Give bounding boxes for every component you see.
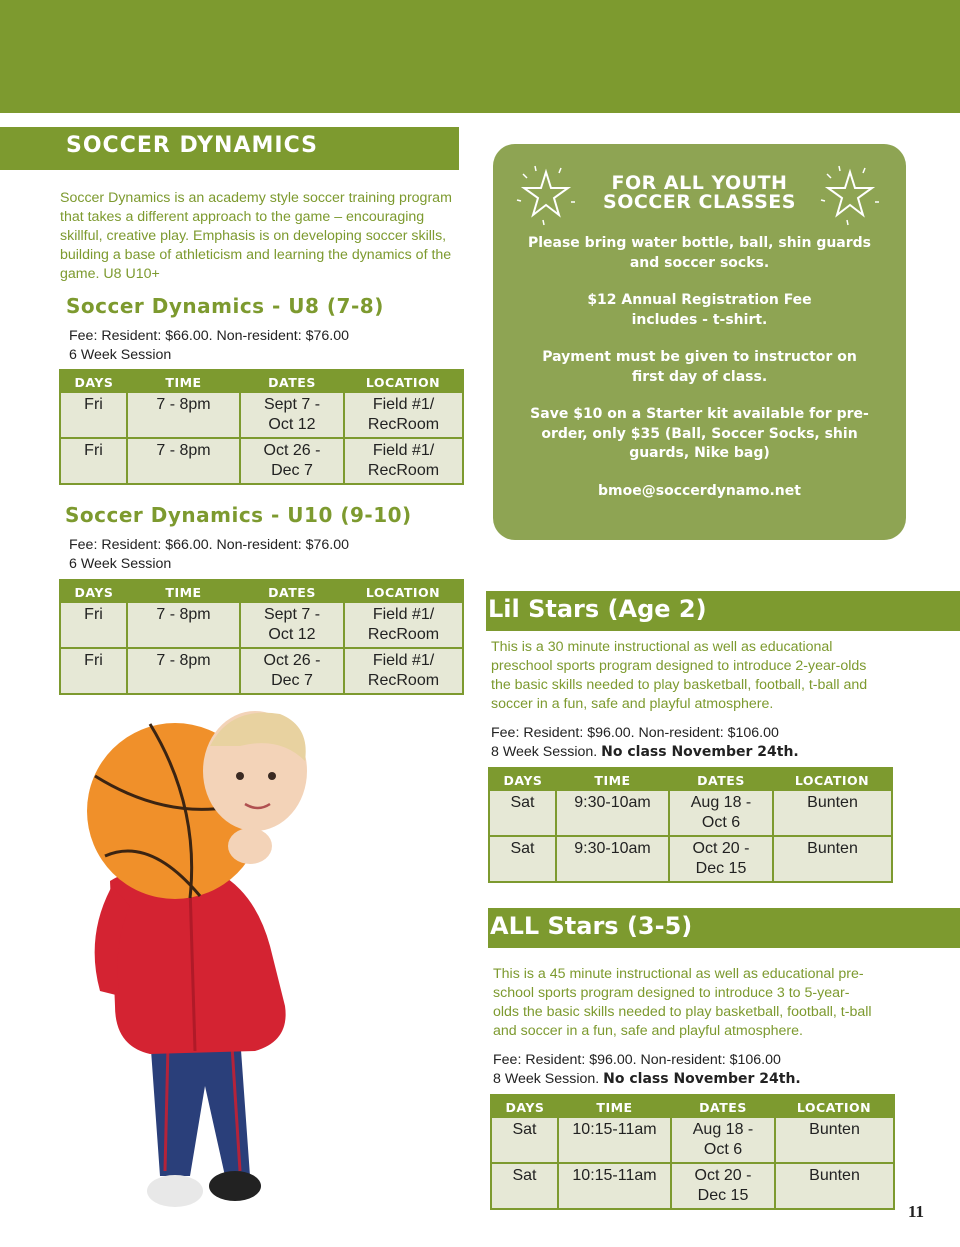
all-stars-intro: This is a 45 minute instructional as well as educational pre- school sports program designed to introduce 3 to 5-year- olds the basic skills needed to play basketball, football, t-ball and soccer in a fun, safe and playful atmosphere. — [493, 966, 872, 1039]
star-icon — [515, 164, 577, 226]
col-location: LOCATION — [775, 1095, 894, 1118]
col-days: DAYS — [60, 580, 127, 603]
lil-stars-fee: Fee: Resident: $96.00. Non-resident: $106.00 8 Week Session. No class November 24th. — [491, 725, 799, 760]
table-row: Sat 10:15-11am Aug 18 - Oct 6 Bunten — [491, 1118, 894, 1163]
table-row: Sat 9:30-10am Aug 18 - Oct 6 Bunten — [489, 791, 892, 836]
soccer-dynamics-intro: Soccer Dynamics is an academy style soccer training program that takes a different approach to the game – encouraging skillful, creative play. Emphasis is on developing soccer skills, building a base of athleticism and learning the dynamics of the game. U8 U10+ — [60, 190, 452, 282]
lil-stars-schedule-table — [488, 767, 893, 883]
lil-stars-intro: This is a 30 minute instructional as well as educational preschool sports program designed to introduce 2-year-olds the basic skills needed to play basketball, football, t-ball and soccer in a fun, safe and playful atmosphere. — [491, 639, 868, 712]
youth-soccer-callout — [493, 144, 906, 540]
lil-stars-title: Lil Stars (Age 2) — [488, 595, 707, 623]
all-stars-header — [488, 908, 960, 948]
table-row: Fri 7 - 8pm Oct 26 - Dec 7 Field #1/ RecRoom — [60, 438, 463, 484]
page-number: 11 — [908, 1202, 925, 1221]
callout-payment: Payment must be given to instructor on first day of class. — [542, 349, 857, 385]
col-dates: DATES — [240, 580, 344, 603]
callout-email[interactable]: bmoe@soccerdynamo.net — [598, 483, 801, 499]
col-time: TIME — [556, 768, 669, 791]
col-dates: DATES — [671, 1095, 775, 1118]
u8-fee: Fee: Resident: $66.00. Non-resident: $76.00 6 Week Session — [69, 328, 349, 363]
table-row: Sat 10:15-11am Oct 20 - Dec 15 Bunten — [491, 1163, 894, 1209]
lil-stars-header — [486, 591, 960, 631]
u8-schedule-table — [59, 369, 464, 485]
u8-title: Soccer Dynamics - U8 (7-8) — [66, 294, 384, 318]
col-time: TIME — [558, 1095, 671, 1118]
u10-fee: Fee: Resident: $66.00. Non-resident: $76.00 6 Week Session — [69, 537, 349, 572]
table-row: Sat 9:30-10am Oct 20 - Dec 15 Bunten — [489, 836, 892, 882]
col-time: TIME — [127, 370, 240, 393]
u10-schedule-table — [59, 579, 464, 695]
table-row: Fri 7 - 8pm Sept 7 - Oct 12 Field #1/ RecRoom — [60, 393, 463, 438]
all-stars-title: ALL Stars (3-5) — [490, 912, 693, 940]
table-row: Fri 7 - 8pm Sept 7 - Oct 12 Field #1/ RecRoom — [60, 603, 463, 648]
u10-title: Soccer Dynamics - U10 (9-10) — [65, 503, 412, 527]
col-location: LOCATION — [773, 768, 892, 791]
callout-registration-fee: $12 Annual Registration Fee includes - t-shirt. — [587, 292, 812, 328]
all-stars-note: No class November 24th. — [603, 1071, 801, 1087]
callout-title: FOR ALL YOUTH SOCCER CLASSES — [603, 172, 796, 213]
toddler-basketball-photo — [0, 706, 400, 1247]
col-dates: DATES — [669, 768, 773, 791]
col-location: LOCATION — [344, 580, 463, 603]
col-days: DAYS — [60, 370, 127, 393]
soccer-dynamics-header — [0, 127, 459, 170]
col-dates: DATES — [240, 370, 344, 393]
callout-starter-kit: Save $10 on a Starter kit available for pre- order, only $35 (Ball, Soccer Socks, shin guards, Nike bag) — [530, 406, 869, 461]
col-days: DAYS — [489, 768, 556, 791]
col-time: TIME — [127, 580, 240, 603]
col-location: LOCATION — [344, 370, 463, 393]
star-icon — [819, 164, 881, 226]
col-days: DAYS — [491, 1095, 558, 1118]
all-stars-fee: Fee: Resident: $96.00. Non-resident: $106.00 8 Week Session. No class November 24th. — [493, 1052, 801, 1087]
lil-stars-note: No class November 24th. — [601, 744, 799, 760]
callout-equipment: Please bring water bottle, ball, shin guards and soccer socks. — [527, 235, 872, 271]
table-row: Fri 7 - 8pm Oct 26 - Dec 7 Field #1/ RecRoom — [60, 648, 463, 694]
all-stars-schedule-table — [490, 1094, 895, 1210]
top-banner — [0, 0, 960, 113]
soccer-dynamics-title: SOCCER DYNAMICS — [66, 133, 318, 158]
